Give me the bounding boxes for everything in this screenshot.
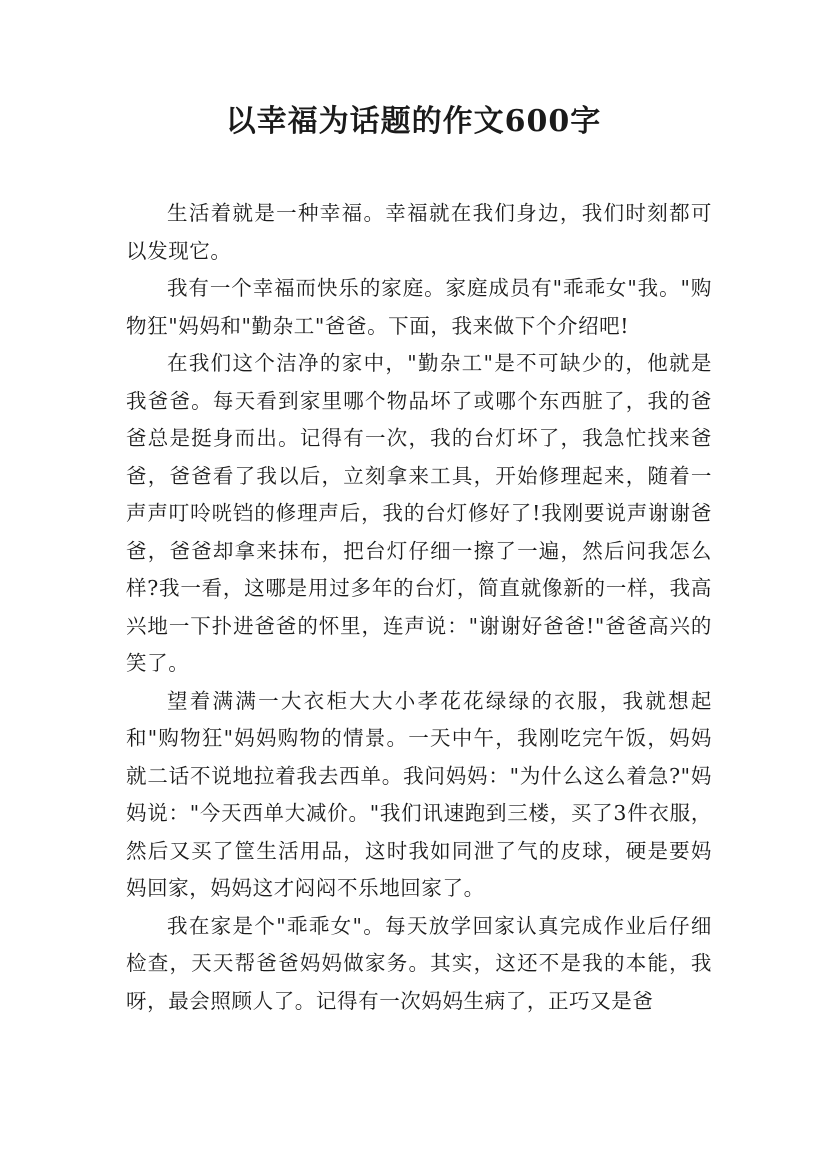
paragraph-5: 我在家是个"乖乖女"。每天放学回家认真完成作业后仔细检查，天天帮爸爸妈妈做家务。其实，这还不是我的本能，我呀，最会照顾人了。记得有一次妈妈生病了，正巧又是爸 xyxy=(126,913,712,1013)
paragraph-3: 在我们这个洁净的家中，"勤杂工"是不可缺少的，他就是我爸爸。每天看到家里哪个物品坏了或哪个东西脏了，我的爸爸总是挺身而出。记得有一次，我的台灯坏了，我急忙找来爸爸，爸爸看了我以后，立刻拿来工具，开始修理起来，随着一声声叮呤咣铛的修理声后，我的台灯修好了!我刚要说声谢谢爸爸，爸爸却拿来抹布，把台灯仔细一擦了一遍，然后问我怎么样?我一看，这哪是用过多年的台灯，简直就像新的一样，我高兴地一下扑进爸爸的怀里，连声说："谢谢好爸爸!"爸爸高兴的笑了。 xyxy=(126,351,712,675)
document-body xyxy=(126,195,712,1020)
paragraph-2: 我有一个幸福而快乐的家庭。家庭成员有"乖乖女"我。"购物狂"妈妈和"勤杂工"爸爸。下面，我来做下个介绍吧! xyxy=(126,276,712,338)
paragraph-4: 望着满满一大衣柜大大小孝花花绿绿的衣服，我就想起和"购物狂"妈妈购物的情景。一天中午，我刚吃完午饭，妈妈就二话不说地拉着我去西单。我问妈妈："为什么这么着急?"妈妈说："今天西单大减价。"我们讯速跑到三楼，买了3件衣服，然后又买了筐生活用品，这时我如同泄了气的皮球，硬是要妈妈回家，妈妈这才闷闷不乐地回家了。 xyxy=(126,688,712,900)
paragraph-1: 生活着就是一种幸福。幸福就在我们身边，我们时刻都可以发现它。 xyxy=(126,201,712,263)
document-title: 以幸福为话题的作文600字 xyxy=(225,104,602,139)
